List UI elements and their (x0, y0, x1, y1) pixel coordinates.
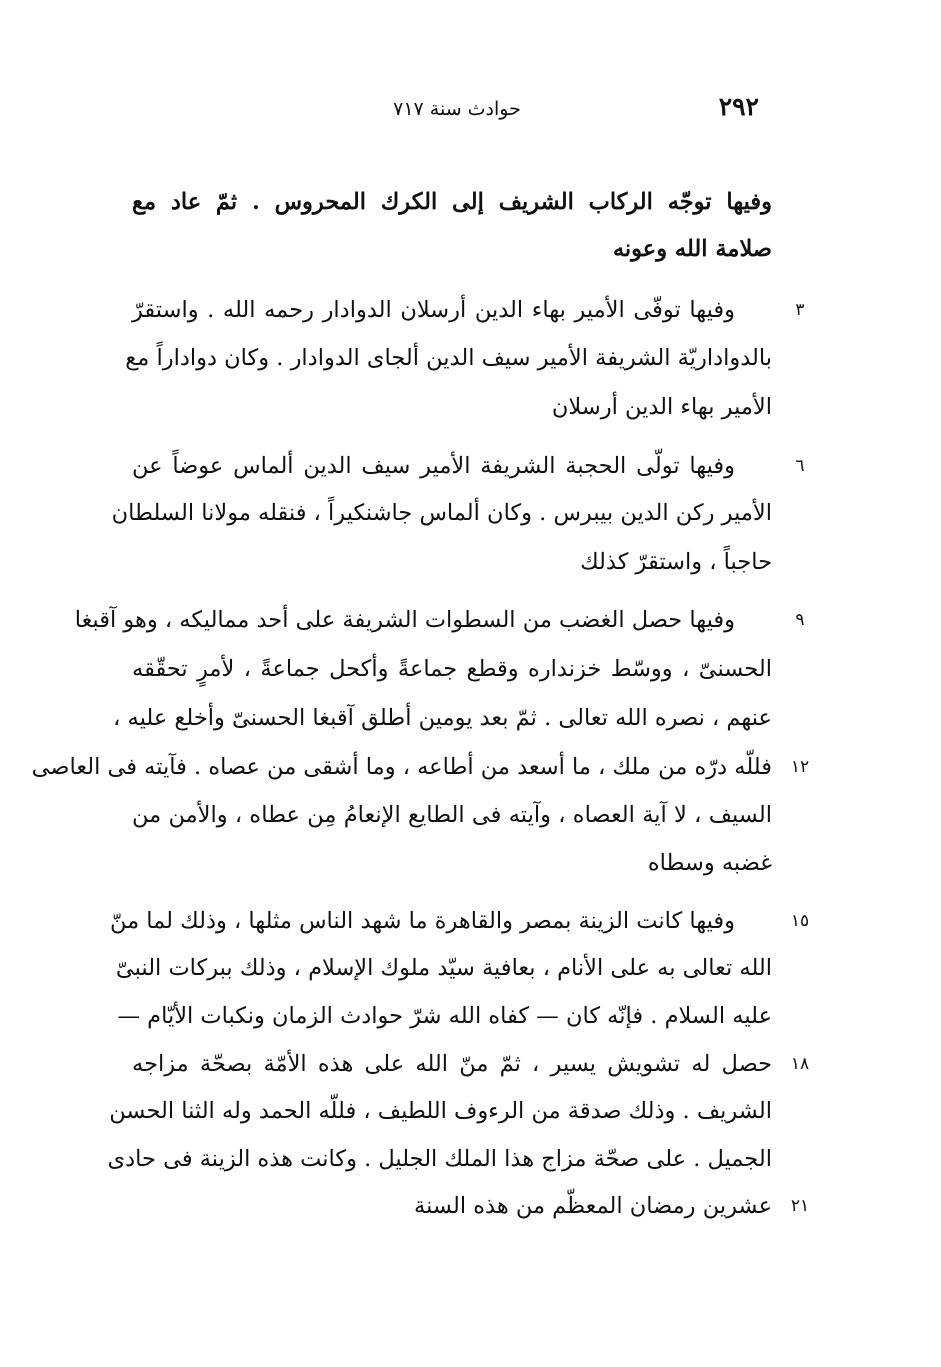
text-line: وفيها توجّه الركاب الشريف إلى الكرك المحروس . ثمّ عاد مع (132, 189, 772, 215)
text-line: وفيها كانت الزينة بمصر والقاهرة ما شهد الناس مثلها ، وذلك لما منّ (109, 908, 735, 934)
text-line: وفيها تولّى الحجبة الشريفة الأمير سيف الدين ألماس عوضاً عن (132, 453, 735, 479)
margin-line-number: ١٨ (790, 1054, 810, 1074)
text-line: السيف ، لا آية العصاه ، وآيته فى الطايع الإنعامُ مِن عطاه ، والأمن من (132, 802, 772, 828)
text-line: عليه السلام . فإنّه كان — كفاه الله شرّ حوادث الزمان ونكبات الأيّام — (117, 1003, 772, 1029)
text-line: حاجباً ، واستقرّ كذلك (580, 549, 772, 575)
margin-line-number: ١٥ (790, 911, 810, 931)
text-line: صلامة الله وعونه (612, 236, 772, 262)
text-line: عشرين رمضان المعظّم من هذه السنة (414, 1193, 772, 1219)
text-line: وفيها حصل الغضب من السطوات الشريفة على أحد مماليكه ، وهو آقبغا (74, 607, 735, 633)
text-line: فللّه درّه من ملك ، ما أسعد من أطاعه ، وما أشقى من عصاه . فآيته فى العاصى (31, 754, 772, 780)
running-title: حوادث سنة ٧١٧ (393, 98, 521, 120)
text-line: غضبه وسطاه (647, 850, 772, 876)
text-line: وفيها توفّى الأمير بهاء الدين أرسلان الدوادار رحمه الله . واستقرّ (132, 297, 735, 323)
text-line: الجميل . على صحّة مزاج هذا الملك الجليل . وكانت هذه الزينة فى حادى (107, 1146, 772, 1172)
text-line: الله تعالى به على الأنام ، بعافية سيّد ملوك الإسلام ، وذلك ببركات النبىّ (115, 955, 772, 981)
margin-line-number: ٩ (795, 610, 805, 630)
margin-line-number: ٣ (795, 300, 805, 320)
margin-line-number: ١٢ (790, 757, 810, 777)
text-line: بالدواداريّة الشريفة الأمير سيف الدين ألجاى الدوادار . وكان دواداراً مع (125, 345, 772, 371)
text-line: عنهم ، نصره الله تعالى . ثمّ بعد يومين أطلق آقبغا الحسنىّ وأخلع عليه ، (113, 705, 772, 731)
margin-line-number: ٦ (795, 456, 805, 476)
text-line: الأمير بهاء الدين أرسلان (551, 394, 772, 420)
margin-line-number: ٢١ (790, 1196, 810, 1216)
text-line: حصل له تشويش يسير ، ثمّ منّ الله على هذه الأمّة بصحّة مزاجه (132, 1051, 772, 1077)
text-line: الشريف . وذلك صدقة من الرءوف اللطيف ، فللّه الحمد وله الثنا الحسن (109, 1098, 772, 1124)
page-number: ٢٩٢ (718, 92, 759, 121)
text-line: الأمير ركن الدين بيبرس . وكان ألماس جاشنكيراً ، فنقله مولانا السلطان (111, 500, 772, 526)
text-line: الحسنىّ ، ووسّط خزنداره وقطع جماعةً وأكحل جماعةً ، لأمرٍ تحقّقه (132, 656, 772, 682)
